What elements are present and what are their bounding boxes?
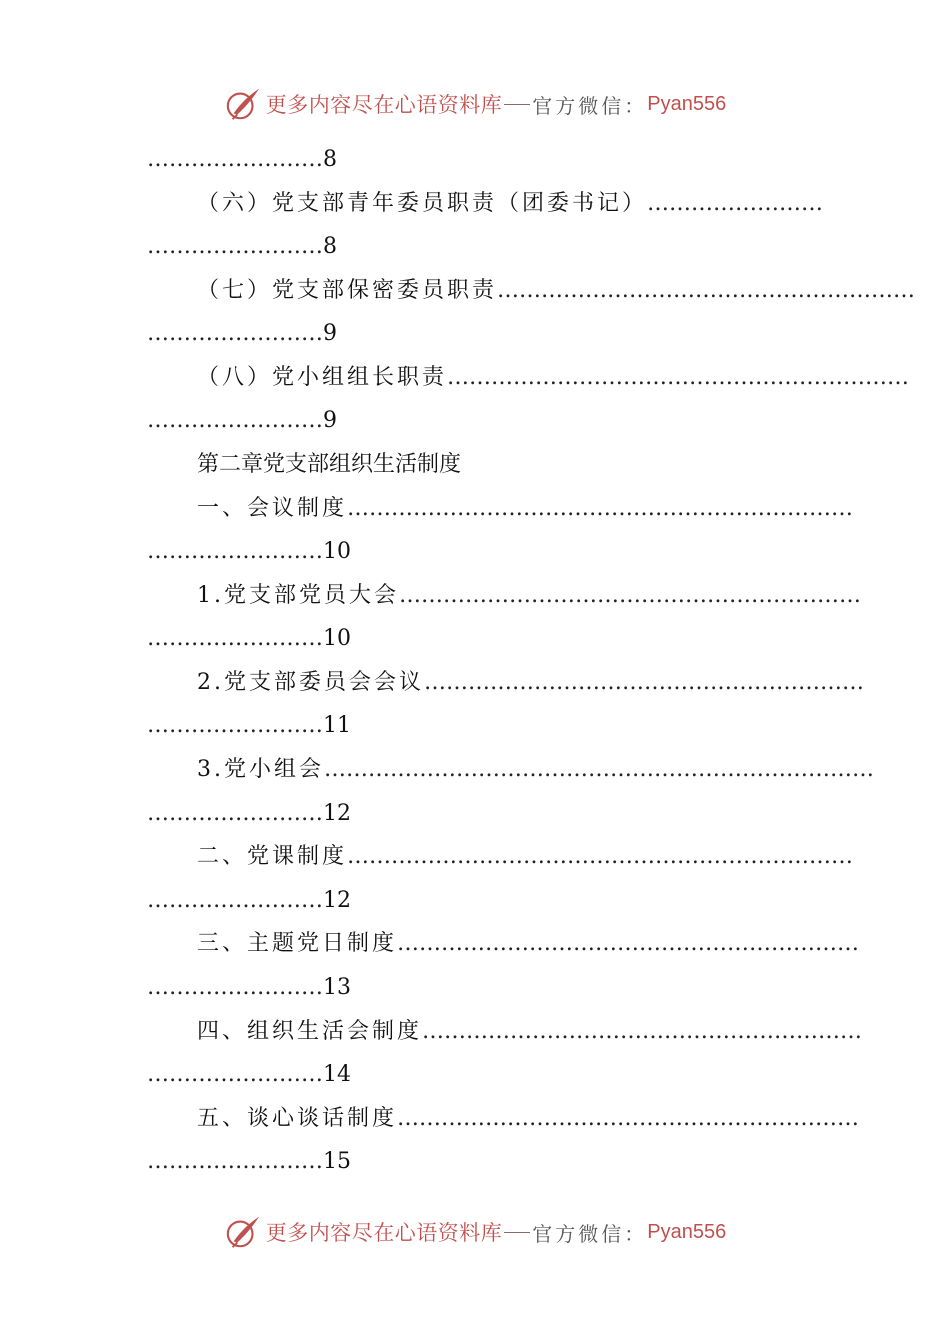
toc-line — [147, 1058, 805, 1092]
toc-line — [197, 666, 864, 700]
toc-entry-text: （八）党小组组长职责 — [197, 365, 448, 390]
toc-leader-dots: …………………… — [147, 1062, 323, 1087]
toc-line — [197, 840, 854, 874]
toc-entry-text: 五、谈心谈话制度 — [197, 1106, 398, 1131]
toc-leader-dots: ……………………………………………………… — [399, 583, 861, 608]
footer-handle: Pyan556 — [647, 1220, 727, 1243]
toc-page-number: 8 — [323, 234, 337, 259]
toc-page-number: 15 — [323, 1149, 351, 1174]
toc-leader-dots: ……………………………………………………… — [397, 1106, 860, 1131]
toc-line — [147, 622, 805, 656]
header-official-label: 官方微信： — [532, 93, 648, 118]
toc-entry-text: 第二章党支部组织生活制度 — [197, 452, 462, 477]
toc-leader-dots: ………………………………………………… — [497, 278, 916, 303]
toc-leader-dots: …………………… — [147, 321, 323, 346]
toc-line — [197, 1015, 863, 1049]
toc-line — [197, 579, 861, 613]
toc-leader-dots: …………………………………………………… — [424, 670, 864, 695]
footer-banner — [0, 1212, 950, 1252]
toc-entry-text: 二、党课制度 — [197, 844, 348, 869]
toc-line — [197, 361, 910, 395]
toc-line — [147, 884, 805, 918]
toc-leader-dots: …………………… — [147, 888, 323, 913]
toc-entry-text: 2.党支部委员会会议 — [197, 670, 424, 695]
footer-dash — [504, 1232, 530, 1233]
toc-entry-text: 1.党支部党员大会 — [197, 583, 399, 608]
toc-line — [197, 492, 854, 526]
toc-leader-dots: ……………………………………………………… — [397, 931, 860, 956]
header-brand-text: 更多内容尽在心语资料库 — [265, 93, 503, 117]
toc-leader-dots: …………………………………………………………… — [347, 844, 854, 869]
toc-line — [147, 317, 805, 351]
toc-line — [147, 971, 805, 1005]
toc-entry-text: （六）党支部青年委员职责（团委书记） — [197, 191, 648, 216]
toc-page-number: 9 — [323, 321, 337, 346]
toc-page-number: 8 — [323, 147, 337, 172]
toc-leader-dots: …………………… — [147, 713, 323, 738]
toc-leader-dots: …………………… — [147, 539, 323, 564]
toc-page-number: 10 — [323, 626, 351, 651]
toc-line — [147, 709, 805, 743]
toc-line — [197, 927, 860, 961]
toc-leader-dots: …………………………………………………………… — [347, 496, 854, 521]
toc-page-number: 14 — [323, 1062, 351, 1087]
toc-entry-text: 三、主题党日制度 — [197, 931, 398, 956]
toc-entry-text: 四、组织生活会制度 — [197, 1019, 423, 1044]
toc-leader-dots: ………………………………………………………………… — [324, 757, 874, 782]
toc-leader-dots: …………………… — [147, 1149, 323, 1174]
toc-leader-dots: ……………………………………………………… — [447, 365, 910, 390]
footer-official-label: 官方微信： — [532, 1221, 648, 1246]
toc-leader-dots: …………………… — [147, 626, 323, 651]
toc-page-number: 12 — [323, 801, 351, 826]
toc-leader-dots: …………………………………………………… — [422, 1019, 863, 1044]
toc-line — [147, 230, 805, 264]
toc-leader-dots: …………………… — [647, 191, 824, 216]
toc-line — [147, 404, 805, 438]
toc-line — [197, 274, 916, 308]
toc-page-number: 9 — [323, 408, 337, 433]
toc-line — [197, 753, 874, 787]
toc-page-number: 12 — [323, 888, 351, 913]
toc-leader-dots: …………………… — [147, 234, 323, 259]
footer-brand-text: 更多内容尽在心语资料库 — [265, 1221, 503, 1245]
toc-leader-dots: …………………… — [147, 147, 323, 172]
toc-page-number: 13 — [323, 975, 351, 1000]
toc-line — [147, 535, 805, 569]
toc-leader-dots: …………………… — [147, 408, 323, 433]
toc-line — [147, 143, 805, 177]
toc-page-number: 10 — [323, 539, 351, 564]
toc-line — [147, 797, 805, 831]
toc-entry-text: 一、会议制度 — [197, 496, 348, 521]
toc-page-number: 11 — [323, 713, 351, 738]
toc-leader-dots: …………………… — [147, 975, 323, 1000]
toc-leader-dots: …………………… — [147, 801, 323, 826]
toc-entry-text: 3.党小组会 — [197, 757, 324, 782]
header-handle: Pyan556 — [647, 92, 727, 115]
toc-entry-text: （七）党支部保密委员职责 — [197, 278, 498, 303]
quill-logo-icon — [224, 1213, 262, 1251]
toc-line — [147, 1145, 805, 1179]
toc-line — [197, 1102, 860, 1136]
toc-chapter-heading — [197, 448, 805, 482]
toc-line — [197, 187, 824, 221]
